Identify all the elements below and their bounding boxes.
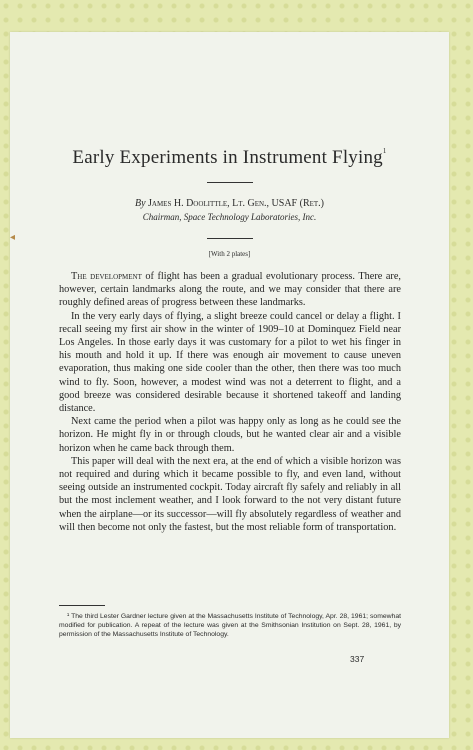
paragraph-1-lead: The development — [71, 271, 142, 282]
title-footnote-mark: 1 — [382, 147, 387, 155]
affiliation-divider — [207, 238, 253, 239]
author-prefix: By — [134, 198, 146, 209]
author-name: James H. Doolittle, Lt. Gen., USAF (Ret.) — [148, 198, 325, 209]
footnote-text: ¹ The third Lester Gardner lecture given at the Massachusetts Institute of Technology, Apr. 28, 1961; somewhat modified for publication. A repeat of the lecture was given at the Smithsonian Institution on Sept. 28, 1961, by permission of the Massachusetts Institute of Technology. — [59, 613, 401, 638]
article-body — [59, 270, 401, 534]
author-line — [10, 198, 449, 209]
title-text: Early Experiments in Instrument Flying — [72, 147, 383, 168]
footnote-divider — [59, 605, 105, 606]
plates-note: [With 2 plates] — [208, 250, 251, 258]
title-divider — [207, 182, 253, 183]
document-page — [10, 32, 449, 738]
article-title — [10, 147, 449, 169]
footnote — [59, 612, 401, 639]
page-number: 337 — [350, 654, 365, 664]
paragraph-2: In the very early days of flying, a slight breeze could cancel or delay a flight. I recall seeing my first air show in the winter of 1909–10 at Dominquez Field near Los Angeles. In those early days it was customary for a pilot to wet his finger in his mouth and hold it up. If there was enough air movement to cause uneven evaporation, thus making one side cooler than the other, then there was too much wind to fly. Soon, however, a modest wind was not a deterrent to flight, and a good breeze was considered desirable because it shortened takeoff and landing distance. — [59, 310, 401, 415]
paragraph-1-text: of flight has been a gradual evolutionary process. There are, however, certain landmarks along the route, and we may consider that there are roughly defined areas of progress between these landmarks. — [59, 271, 401, 309]
paragraph-1 — [59, 270, 401, 310]
paragraph-3: Next came the period when a pilot was happy only as long as he could see the horizon. He might fly in or through clouds, but he wanted clear air and a visible horizon when he came back through them. — [59, 416, 401, 454]
paragraph-4: This paper will deal with the next era, at the end of which a visible horizon was not required and during which it became possible to fly, and even land, without seeing outside an instrumented cockpit. Today aircraft fly safely and reliably in all but the most inclement weather, and I look forward to the not very distant future when the airplane—or its successor—will fly absolutely regardless of weather and will then become not only the fastest, but the most reliable form of transportation. — [59, 455, 401, 533]
page-tab-mark: ◂ — [10, 232, 16, 243]
author-affiliation: Chairman, Space Technology Laboratories, Inc. — [142, 212, 317, 222]
